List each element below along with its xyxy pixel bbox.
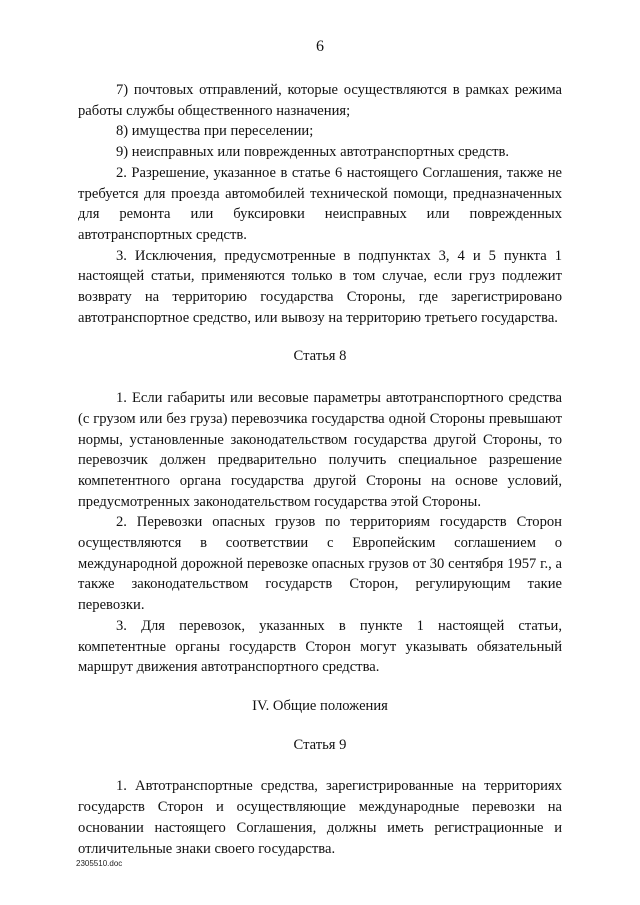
page-number: 6 <box>316 38 324 55</box>
file-name-footer: 2305510.doc <box>76 859 123 868</box>
article-9-paragraph-1: 1. Автотранспортные средства, зарегистрированные на территориях государств Сторон и осуществляющие международные перевозки на основании настоящего Соглашения, должны иметь регистрационные и отличительные знаки своего государства. <box>78 778 562 857</box>
article-8-paragraph-3: 3. Для перевозок, указанных в пункте 1 настоящей статьи, компетентные органы государств Сторон могут указывать обязательный маршрут движения автотранспортного средства. <box>78 617 562 676</box>
section-title: IV. Общие положения <box>252 697 388 714</box>
article-8-paragraph-2: 2. Перевозки опасных грузов по территориям государств Сторон осуществляются в соответствии с Европейским соглашением о международной дорожной перевозке опасных грузов от 30 сентября 1957 г., а также законодательством государств Сторон, регулирующим такие перевозки. <box>78 514 562 614</box>
article-8-title: Статья 8 <box>293 348 347 365</box>
paragraph-3: 3. Исключения, предусмотренные в подпунктах 3, 4 и 5 пункта 1 настоящей статьи, применяются только в том случае, если груз подлежит возврату на территорию государства Стороны, где зарегистрировано автотранспортное средство, или вывозу на территорию третьего государства. <box>78 247 562 326</box>
article-8-paragraph-1: 1. Если габариты или весовые параметры автотранспортного средства (с грузом или без груза) перевозчика государства одной Стороны превышают нормы, установленные законодательством государства другой Стороны, то перевозчик должен предварительно получить специальное разрешение компетентного органа государства другой Стороны на основе условий, предусмотренных законодательством государства этой Стороны. <box>78 390 562 510</box>
document-body <box>78 80 562 859</box>
list-item-7: 7) почтовых отправлений, которые осуществляются в рамках режима работы службы общественного назначения; <box>78 82 562 119</box>
list-item-9: 9) неисправных или поврежденных автотранспортных средств. <box>116 144 510 161</box>
list-item-8: 8) имущества при переселении; <box>116 123 314 140</box>
article-9-title: Статья 9 <box>293 736 347 753</box>
paragraph-2: 2. Разрешение, указанное в статье 6 настоящего Соглашения, также не требуется для проезда автомобилей технической помощи, предназначенных для ремонта или буксировки неисправных или поврежденных автотранспортных средств. <box>78 164 562 243</box>
